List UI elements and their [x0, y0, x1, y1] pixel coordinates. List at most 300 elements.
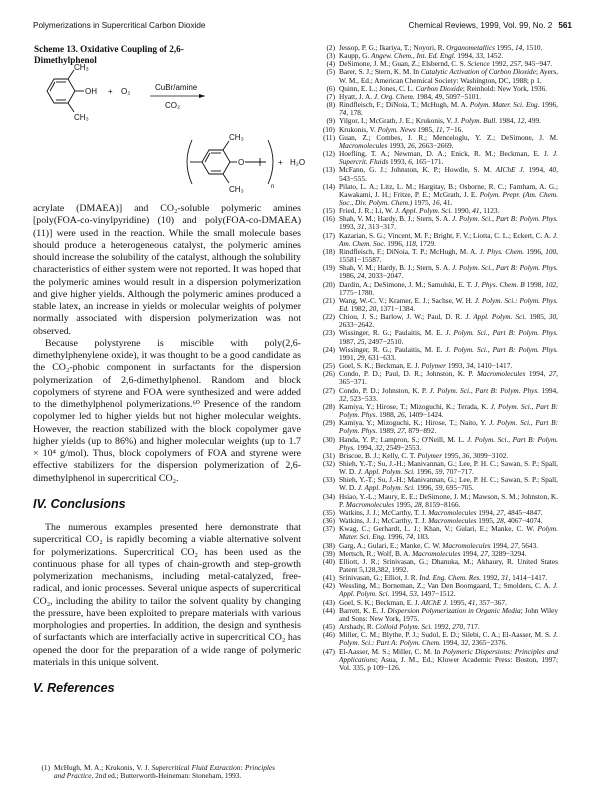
- reference-segment: 1995,: [476, 516, 497, 526]
- reference-segment: Pilato, L. A.; Litz, L. M.; Hargitay, B.; Osborne, R. C.; Farnham, A. G.; Kawakami, J. H.; Fritze, P. E.; McGrath, J. E.: [339, 181, 558, 199]
- reference-number: (41): [322, 573, 335, 583]
- reference-segment: 1995,: [394, 499, 415, 509]
- reference-segment: , 178.: [346, 108, 363, 118]
- reference-number: (30): [322, 434, 335, 444]
- reference-italic-segment: 28: [496, 516, 504, 526]
- reference-italic-segment: 31: [501, 573, 509, 583]
- reference-italic-segment: 11: [435, 124, 443, 134]
- reference-segment: Srinivasan, G.; Elliot, J. R.: [339, 573, 420, 583]
- reference-italic-segment: J. Appl. Polym. Sci.: [465, 312, 527, 322]
- reference-text: [339, 134, 558, 150]
- reference-item: [318, 313, 558, 329]
- references-list-right: [318, 44, 558, 672]
- reference-italic-segment: 33: [475, 51, 483, 61]
- reference-segment: , 2365−2376.: [468, 638, 507, 648]
- reference-segment: 1994,: [525, 369, 549, 379]
- scheme-title: Scheme 13. Oxidative Coupling of 2,6-Dimethylphenol: [34, 44, 184, 65]
- reference-segment: Quinn, E. L.; Jones, C. L.: [339, 83, 416, 93]
- dimethylphenol-structure: [47, 70, 84, 112]
- reference-item: [318, 232, 558, 248]
- reference-item: [318, 329, 558, 345]
- reference-segment: 1987,: [339, 336, 358, 346]
- reference-segment: , 7−16.: [442, 124, 464, 134]
- reference-segment: DeSimone, J. M.; Guan, Z.; Elsbernd, C. S.: [339, 59, 468, 69]
- reference-segment: 1982,: [348, 304, 370, 313]
- reference-segment: 1993,: [388, 157, 409, 167]
- reference-segment: 1994,: [460, 548, 481, 558]
- reference-number: (21): [322, 295, 335, 305]
- reference-segment: , 1729.: [415, 238, 436, 248]
- ch3-bottom-label: CH₃: [74, 113, 89, 122]
- reference-italic-segment: 40: [548, 165, 557, 175]
- reference-italic-segment: J. Phys. Chem. B: [474, 279, 525, 289]
- water-label: H₂O: [290, 158, 306, 167]
- reference-text: [339, 346, 558, 362]
- reagent-label: CuBr/amine: [155, 83, 198, 92]
- reference-italic-segment: Polymer: [417, 450, 443, 460]
- reference-segment: Shah, V. M.; Hardy, B. J.; Stern, S. A.: [339, 263, 452, 273]
- reference-italic-segment: Ind. Eng. Chem. Res.: [419, 573, 482, 583]
- reference-item: [318, 150, 558, 166]
- reference-number: (18): [322, 246, 335, 256]
- reference-segment: 1994,: [490, 540, 511, 550]
- reference-text: [339, 68, 558, 84]
- reference-segment: Watkins, J. J.; McCarthy, T. J.: [339, 507, 429, 517]
- reference-italic-segment: 28: [414, 499, 422, 509]
- reference-segment: , 5643.: [517, 540, 539, 550]
- reference-italic-segment: J. Appl. Polym. Sci.: [357, 467, 416, 477]
- reference-italic-segment: J. Polym. Sci., Part B: Polym. Phys.: [339, 434, 558, 452]
- reference-segment: , 4845−4847.: [503, 507, 543, 517]
- reference-text: [339, 648, 558, 672]
- reference-italic-segment: Dispersion Polymerization in Organic Media: [387, 605, 521, 615]
- reference-segment: 1986,: [339, 271, 358, 281]
- reference-segment: 1995,: [448, 597, 469, 607]
- reference-segment: Wissinger, R. G.; Paulaitis, M. E.: [339, 328, 446, 338]
- reference-italic-segment: Supercritical Fluid Extraction: Principles and Practice: [54, 763, 275, 781]
- reference-italic-segment: J. Polym. Sci., Part B: Polym. Phys.: [451, 214, 559, 224]
- reference-italic-segment: Science: [467, 59, 490, 69]
- repeat-n-label: n: [271, 184, 275, 190]
- reference-italic-segment: Macromolecules: [345, 499, 395, 509]
- reference-number: (47): [322, 646, 335, 656]
- reference-italic-segment: Angew. Chem., Int. Ed. Engl.: [371, 51, 456, 61]
- reference-item: [318, 403, 558, 419]
- polymer-ch3-bottom-label: CH₃: [229, 185, 244, 194]
- reference-italic-segment: 31: [357, 222, 365, 232]
- reference-item: [33, 764, 275, 780]
- reference-segment: Arshady, R.: [339, 622, 376, 632]
- reference-text: [339, 297, 558, 313]
- reference-item: [318, 68, 558, 84]
- reference-item: [318, 558, 558, 574]
- arrowhead-icon: [199, 94, 205, 98]
- solvent-label: CO₂: [165, 101, 181, 110]
- reference-text: [54, 764, 275, 780]
- reference-number: (43): [322, 597, 335, 607]
- reference-item: [318, 460, 558, 476]
- reference-text: [339, 281, 558, 297]
- reference-italic-segment: J. Appl. Polym. Sci.: [339, 581, 558, 599]
- reference-segment: 1991,: [339, 352, 358, 362]
- reference-segment: ; Asua, J. M., Ed.; Kluwer Academic Press: Boston, 1997; Vol. 335, p 109−126.: [339, 654, 558, 672]
- reference-segment: , 499.: [524, 116, 541, 126]
- reference-number: (44): [322, 605, 335, 615]
- reference-segment: 1985,: [415, 124, 436, 134]
- reference-italic-segment: 29: [357, 352, 365, 362]
- reference-italic-segment: J. Supercrit. Fluids: [339, 149, 558, 167]
- reference-segment: , 543−555.: [339, 165, 559, 183]
- reference-italic-segment: Polym. Prepr. (Am. Chem. Soc., Div. Polym. Chem.): [339, 189, 558, 207]
- reference-segment: Chiou, J. S.; Barlow, J. W.; Paul, D. R.: [339, 312, 466, 322]
- reference-number: (31): [322, 450, 335, 460]
- reference-number: (45): [322, 622, 335, 632]
- reference-number: (28): [322, 401, 335, 411]
- reference-number: (35): [322, 507, 335, 517]
- reference-segment: , 695−705.: [442, 483, 474, 493]
- left-column-body: [33, 203, 301, 706]
- reference-segment: Handa, Y. P.; Lampron, S.; O'Neill, M. L.: [339, 434, 468, 444]
- reference-segment: ; John Wiley and Sons: New York, 1975.: [339, 605, 558, 623]
- reference-italic-segment: 30: [548, 312, 557, 322]
- reference-italic-segment: Colloid Polym. Sci.: [375, 622, 433, 632]
- reference-segment: 1989,: [377, 426, 398, 436]
- reference-italic-segment: J. Polym. Sci., Part B: Polym. Phys.: [451, 263, 559, 273]
- plus-sign-2: +: [278, 158, 283, 167]
- reference-segment: Mertsch, R.; Wolf, B. A.: [339, 548, 413, 558]
- reference-segment: , 2633−2642.: [339, 312, 558, 330]
- reference-item: [318, 281, 558, 297]
- reference-segment: Goel, S. K.; Beckman, E. J.: [339, 597, 422, 607]
- reference-segment: Hoefling, T. A.; Newman, D. A.; Enick, R. M.; Beckman, E. J.: [339, 149, 553, 159]
- reference-italic-segment: J. Appl. Polym. Sci.: [357, 483, 416, 493]
- reference-segment: , 183.: [413, 532, 430, 542]
- reference-segment: , 2497−2510.: [364, 336, 404, 346]
- reference-segment: 1994,: [440, 638, 461, 648]
- reference-italic-segment: Macromolecules: [476, 369, 526, 379]
- reference-number: (11): [323, 132, 335, 142]
- reference-italic-segment: Polymer: [421, 361, 447, 371]
- reference-italic-segment: Polym. News: [377, 124, 416, 134]
- reference-text: [339, 232, 558, 248]
- reference-italic-segment: 59: [435, 483, 443, 493]
- reference-italic-segment: J. Polym. Sci., Part B: Polym. Phys.: [445, 344, 559, 354]
- reference-segment: 1992,: [489, 59, 510, 69]
- reference-italic-segment: 36: [462, 450, 470, 460]
- reference-number: (34): [322, 491, 335, 501]
- reference-text: [339, 329, 558, 345]
- reference-segment: Yilgor, I.; McGrath, J. E.; Krukonis, V. J.: [339, 116, 461, 126]
- reference-italic-segment: Macromolecules: [412, 548, 461, 558]
- reference-italic-segment: Macromolecules: [442, 540, 491, 550]
- reference-italic-segment: 12: [517, 116, 525, 126]
- reference-segment: 1994,: [355, 442, 376, 452]
- reference-text: [339, 183, 558, 207]
- reference-text: [339, 370, 558, 386]
- reference-segment: , 1409−1424.: [404, 410, 444, 420]
- reference-italic-segment: 118: [405, 238, 416, 248]
- reference-segment: Condo, P. D.; Johnston, K. P.: [339, 385, 430, 395]
- reference-segment: 1992,: [481, 573, 502, 583]
- reference-number: (10): [322, 124, 335, 134]
- running-header-title: Polymerizations in Supercritical Carbon Dioxide: [33, 21, 206, 30]
- reference-segment: Hyatt, J. A.: [339, 91, 374, 101]
- reference-number: (12): [322, 149, 335, 159]
- reference-number: (6): [326, 83, 335, 93]
- reference-item: [318, 582, 558, 598]
- reference-item: [318, 134, 558, 150]
- reference-italic-segment: Carbon Dioxide: [415, 83, 463, 93]
- reference-segment: 1996,: [415, 467, 436, 477]
- reference-italic-segment: 53: [409, 589, 417, 599]
- reference-segment: Miller, C. M.; Blythe, P. J.; Sudol, E. D.; Silebi, C. A.; El-Aasser, M. S.: [339, 630, 553, 640]
- reference-segment: , 2033−2047.: [364, 271, 404, 281]
- reference-segment: Kamiya, Y.; Hirose, T.; Mizoguchi, K.; Terada, K.: [339, 401, 491, 411]
- reference-segment: 1993,: [446, 361, 467, 371]
- reference-text: [339, 607, 558, 623]
- reference-segment: 1984,: [497, 116, 518, 126]
- oh-label: OH: [85, 87, 97, 96]
- reference-text: [339, 436, 558, 452]
- reference-segment: Shieh, Y.-T.; Su, J.-H.; Manivannan, G.; Lee, P. H. C.; Sawan, S. P.; Spall, W. D.: [339, 475, 558, 493]
- reference-italic-segment: 41: [468, 597, 476, 607]
- reference-segment: , 1371−1384.: [376, 304, 416, 313]
- reference-segment: 1996,: [539, 100, 558, 110]
- reference-segment: 1994,: [476, 507, 497, 517]
- reference-italic-segment: 14: [515, 43, 523, 52]
- reference-italic-segment: 27: [496, 507, 504, 517]
- reference-segment: Kazarian, S. G.; Vincent, M. F.; Bright, F. V.; Liotta, C. L.; Eckert, C. A.: [339, 230, 553, 240]
- reference-number: (27): [322, 385, 335, 395]
- reference-italic-segment: J. Polym. Sci., Part B: Polym. Phys.: [339, 401, 558, 420]
- reference-segment: 1988,: [377, 410, 398, 420]
- reference-italic-segment: J. Am. Chem. Soc.: [339, 230, 558, 248]
- reference-text: [339, 387, 558, 403]
- reference-segment: McFann, G. J.; Johnston, K. P.; Howdle, S. M.: [339, 165, 496, 175]
- reference-italic-segment: 34: [466, 361, 474, 371]
- reference-segment: 1994,: [539, 385, 558, 395]
- reference-italic-segment: AIChE J.: [495, 165, 525, 175]
- oxygen-label: O₂: [121, 87, 131, 96]
- reference-segment: Wessling, M.; Borneman, Z.; Van Den Boomgaard, T.; Smolders, C. A.: [339, 581, 553, 591]
- reference-segment: 1998,: [524, 279, 546, 289]
- reference-segment: ; Ayers, W. M., Ed.; American Chemical Society: Washington, DC, 1988; p 1.: [339, 67, 558, 85]
- reference-item: [318, 493, 558, 509]
- reference-number: (36): [322, 516, 335, 526]
- reference-italic-segment: 27: [397, 426, 405, 436]
- reference-segment: , 4067−4074.: [503, 516, 543, 526]
- reference-italic-segment: J. Polym. Sci., Part B: Polym. Phys.: [339, 418, 558, 436]
- reference-segment: , 879−892.: [404, 426, 437, 436]
- reference-number: (3): [326, 51, 335, 61]
- reference-italic-segment: 6: [408, 157, 412, 167]
- reference-item: [318, 607, 558, 623]
- reference-italic-segment: 41: [472, 206, 480, 216]
- reference-italic-segment: 100: [545, 246, 557, 256]
- reference-segment: 1975,: [412, 197, 433, 207]
- reference-italic-segment: Macromolecules: [428, 516, 477, 526]
- reference-italic-segment: 27: [480, 548, 488, 558]
- reference-text: [339, 558, 558, 574]
- reference-segment: , 15581−15587.: [339, 246, 558, 265]
- reference-segment: 1994,: [389, 589, 410, 599]
- ch3-top-label: CH₃: [74, 63, 89, 72]
- reference-text: [339, 476, 558, 492]
- reference-italic-segment: 257: [509, 59, 521, 69]
- reference-number: (20): [322, 279, 335, 289]
- reference-number: (25): [322, 361, 335, 371]
- reference-number: (22): [322, 312, 335, 322]
- reference-segment: , 365−371.: [339, 369, 558, 387]
- reference-segment: , 2663−2669.: [414, 140, 454, 150]
- reference-text: [339, 525, 558, 541]
- reference-segment: Kwag, C.; Gerhardt, L. J.; Khan, V.; Gulari, E.; Manke, C. W.: [339, 524, 538, 534]
- reference-item: [318, 297, 558, 313]
- reference-number: (40): [322, 556, 335, 566]
- reference-segment: , 1775−1780.: [339, 279, 558, 297]
- reference-number: (1): [41, 763, 50, 772]
- reference-italic-segment: 27: [510, 540, 518, 550]
- reference-text: [339, 101, 558, 117]
- reference-segment: , 1452.: [482, 51, 504, 61]
- reference-segment: 1993,: [387, 140, 408, 150]
- reference-segment: , 5097−5101.: [442, 91, 481, 101]
- reference-item: [318, 631, 558, 647]
- reference-item: [318, 419, 558, 435]
- reference-text: [339, 460, 558, 476]
- reference-italic-segment: Polym. Mater. Sci. Eng.: [339, 524, 558, 542]
- reference-number: (7): [326, 91, 335, 101]
- reference-item: [318, 436, 558, 452]
- reference-number: (33): [322, 475, 335, 485]
- reference-segment: Wang, W.-C. V.; Kramer, E. J.; Sachse, W. H.: [339, 295, 475, 305]
- reference-italic-segment: J. Org. Chem.: [373, 91, 415, 101]
- reference-segment: , 1414−1417.: [508, 573, 548, 583]
- reference-item: [318, 525, 558, 541]
- reference-segment: Elliott, J. R.; Srinivasan, G.; Dhanuka, M.; Akhaury, R. United States Patent 5,128,382, 1992.: [339, 556, 558, 574]
- reference-segment: Garg, A.; Gulari, E.; Manke, C. W.: [339, 540, 443, 550]
- reference-number: (4): [326, 59, 335, 69]
- reference-segment: Rindfleisch, F.; DiNoia, T. P.; McHugh, M. A.: [339, 246, 480, 256]
- reference-number: (38): [322, 540, 335, 550]
- reference-segment: , 707−717.: [442, 467, 474, 477]
- reference-number: (24): [322, 344, 335, 354]
- reference-italic-segment: J. Phys. Chem.: [479, 246, 525, 256]
- reference-italic-segment: 74: [339, 108, 347, 118]
- reference-segment: 1985,: [526, 312, 549, 322]
- reference-number: (17): [322, 230, 335, 240]
- polymer-structure: [187, 140, 273, 184]
- reference-number: (26): [322, 369, 335, 379]
- reference-number: (19): [322, 263, 335, 273]
- reference-segment: Rindfleisch, F.; DiNoia, T.; McHugh, M. A.: [339, 100, 470, 110]
- reference-text: [339, 403, 558, 419]
- reference-segment: 1996,: [524, 246, 546, 256]
- reference-segment: , 41.: [439, 197, 453, 207]
- reference-text: [339, 631, 558, 647]
- reference-segment: , 3099−3102.: [469, 450, 509, 460]
- reference-item: [318, 183, 558, 207]
- reference-segment: 1994,: [455, 51, 476, 61]
- reference-text: [339, 264, 558, 280]
- reference-segment: , 717.: [463, 622, 480, 632]
- reference-segment: , 1510.: [522, 43, 543, 52]
- reference-segment: Hsiao, Y.-L.; Maury, E. E.; DeSimone, J. M.; Mawson, S. M.; Johnston, K. P.: [339, 491, 558, 509]
- reference-number: (23): [322, 328, 335, 338]
- reference-segment: Kamiya, Y.; Mizoguchi, K.; Hirose, T.; Naito, Y.: [339, 418, 490, 428]
- reference-italic-segment: 32: [339, 393, 347, 403]
- reference-italic-segment: J. Polym. Sci., Part B: Polym. Phys.: [445, 328, 559, 338]
- reference-italic-segment: AIChE J.: [421, 597, 449, 607]
- reference-number: (14): [322, 181, 335, 191]
- reference-segment: , 2549−2553.: [382, 442, 422, 452]
- reference-segment: 1995,: [442, 450, 463, 460]
- reference-italic-segment: 32: [375, 442, 383, 452]
- paragraph-polystyrene: Because polystyrene is miscible with poly(2,6-dimethylphenylene oxide), it was thought to be a good candidate as the CO₂-phobic component in surfactants for the dispersion polymerization of 2,6-dimethylphenol. Random and block copolymers of styrene and FOA were synthesized and were added to the dimethylphenol polymerizations.⁶⁰ Presence of the random copolymer led to higher yields but not higher molecular weights. However, the reaction stabilized with the block copolymer gave higher yields (up to 86%) and higher molecular weights (up to 1.7 × 10⁴ g/mol). Thus, block copolymers of FOA and styrene were effective stabilizers for the dispersion polymerization of 2,6-dimethylphenol in supercritical CO₂.: [33, 337, 301, 484]
- reference-number: (16): [322, 214, 335, 224]
- reference-number: (2): [326, 43, 335, 52]
- reference-italic-segment: 25: [357, 336, 365, 346]
- reference-segment: 1994,: [524, 165, 549, 175]
- reference-segment: Shah, V. M.; Hardy, B. J.; Stern, S. A.: [339, 214, 452, 224]
- reference-segment: , 2nd ed.; Butterworth-Heineman: Stoneham, 1993.: [91, 771, 242, 781]
- references-list-left: [33, 764, 275, 780]
- reference-segment: 1996,: [415, 483, 436, 493]
- reference-segment: , 631−633.: [364, 352, 397, 362]
- reference-segment: Condo, P. D.; Paul, D. R.; Johnston, K. P.: [339, 369, 477, 379]
- reference-segment: McHugh, M. A.; Krukonis, V. J.: [54, 763, 152, 772]
- reference-italic-segment: Polym. Mater. Sci. Eng.: [469, 100, 540, 110]
- reference-segment: , 523−533.: [346, 393, 378, 403]
- section-heading-references: V. References: [33, 681, 115, 695]
- reference-italic-segment: 26: [407, 140, 415, 150]
- reference-item: [318, 264, 558, 280]
- reference-segment: , 8159−8166.: [421, 499, 461, 509]
- reference-segment: , 1410−1417.: [473, 361, 513, 371]
- reference-item: [318, 215, 558, 231]
- reference-italic-segment: 27: [548, 369, 557, 379]
- reference-italic-segment: 26: [397, 410, 405, 420]
- reference-italic-segment: Organometallics: [446, 43, 495, 52]
- journal-citation: Chemical Reviews, 1999, Vol. 99, No. 2: [408, 21, 553, 30]
- reference-number: (37): [322, 524, 335, 534]
- reference-italic-segment: J. Polym. Sci., Part B: Polym. Phys.: [429, 385, 540, 395]
- reference-segment: Briscoe, B. J.; Kelly, C. T.: [339, 450, 418, 460]
- reference-italic-segment: 49: [434, 91, 443, 101]
- polymer-ch3-top-label: CH₃: [229, 133, 244, 142]
- reference-segment: Wissinger, R. G.; Paulaitis, M. E.: [339, 344, 446, 354]
- reference-segment: Fried, J. R.; Li, W.: [339, 206, 395, 216]
- reference-italic-segment: 20: [369, 304, 377, 313]
- reference-segment: , 313−317.: [364, 222, 397, 232]
- reference-italic-segment: J. Polym. Sci.: Polym. Phys. Ed.: [339, 295, 558, 313]
- reference-segment: 1995,: [494, 43, 516, 52]
- reference-item: [318, 370, 558, 386]
- reference-text: [339, 150, 558, 166]
- reference-italic-segment: Catalytic Activation of Carbon Dioxide: [420, 67, 536, 77]
- reference-item: [318, 387, 558, 403]
- reference-segment: Kaupp, G.: [339, 51, 372, 61]
- reference-item: [318, 476, 558, 492]
- reference-item: [318, 101, 558, 117]
- plus-sign: +: [108, 87, 113, 96]
- page-number: 561: [558, 21, 572, 30]
- reference-number: (32): [322, 458, 335, 468]
- reference-segment: Guan, Z.; Combes, J. R.; Menceloglu, Y. Z.; DeSimone, J. M.: [339, 132, 558, 142]
- reference-italic-segment: Polym. Bull.: [460, 116, 498, 126]
- reference-segment: Watkins, J. J.; McCarthy, T. J.: [339, 516, 429, 526]
- reference-italic-segment: 16: [432, 197, 440, 207]
